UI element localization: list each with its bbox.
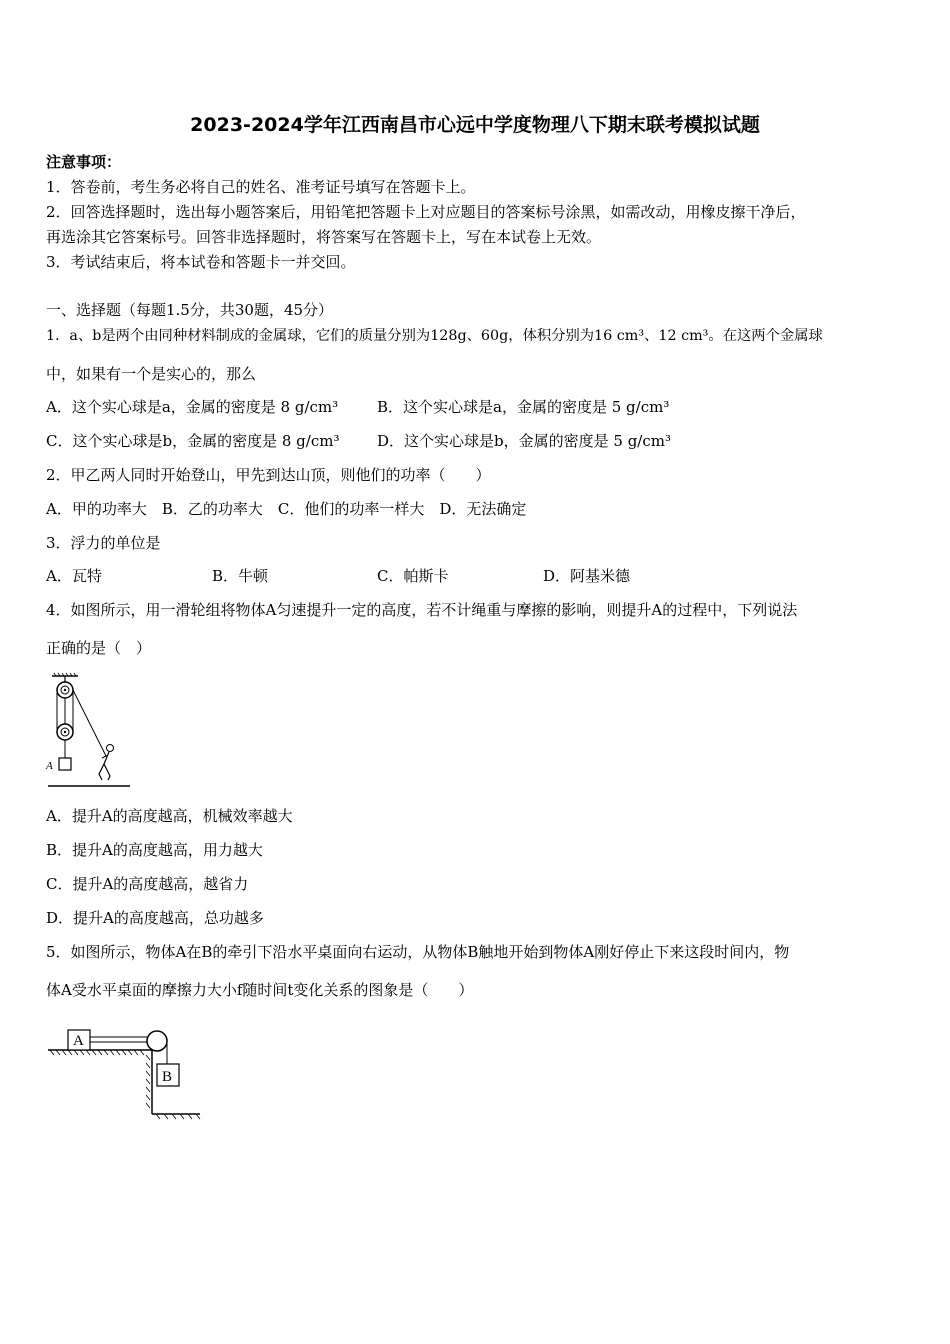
q2-stem: 2．甲乙两人同时开始登山，甲先到达山顶，则他们的功率（ ） xyxy=(46,466,491,484)
q5-stem-line2: 体A受水平桌面的摩擦力大小f随时间t变化关系的图象是（ ） xyxy=(46,981,474,999)
table-hatch xyxy=(50,1050,150,1108)
page-title: 2023-2024学年江西南昌市心远中学度物理八下期末联考模拟试题 xyxy=(190,114,760,136)
q1-option-b: B．这个实心球是a，金属的密度是 5 g/cm³ xyxy=(377,398,670,416)
q4-option-a: A．提升A的高度越高，机械效率越大 xyxy=(46,807,293,825)
notice-item: 3．考试结束后，将本试卷和答题卡一并交回。 xyxy=(46,253,356,271)
notice-item: 1．答卷前，考生务必将自己的姓名、准考证号填写在答题卡上。 xyxy=(46,178,476,196)
block-a xyxy=(59,758,71,770)
q3-option-c: C．帕斯卡 xyxy=(377,567,449,585)
q3-option-a: A．瓦特 xyxy=(46,567,102,585)
pulley-diagram xyxy=(44,672,134,792)
notice-item: 再选涂其它答案标号。回答非选择题时，将答案写在答题卡上，写在本试卷上无效。 xyxy=(46,228,602,246)
q4-stem-line2: 正确的是（ ） xyxy=(46,639,152,657)
q4-option-b: B．提升A的高度越高，用力越大 xyxy=(46,841,263,859)
q1-option-a: A．这个实心球是a，金属的密度是 8 g/cm³ xyxy=(46,398,339,416)
fig-label-b: B xyxy=(162,1069,173,1085)
pulley xyxy=(147,1031,167,1051)
q3-stem: 3．浮力的单位是 xyxy=(46,534,161,552)
q4-option-d: D．提升A的高度越高，总功越多 xyxy=(46,909,264,927)
section-heading: 一、选择题（每题1.5分，共30题，45分） xyxy=(46,301,334,319)
q3-option-d: D．阿基米德 xyxy=(543,567,631,585)
q1-option-c: C．这个实心球是b，金属的密度是 8 g/cm³ xyxy=(46,432,340,450)
q1-stem-line1: 1．a、b是两个由同种材料制成的金属球，它们的质量分别为128g、60g，体积分别为16 cm³、12 cm³。在这两个金属球 xyxy=(46,328,823,344)
q1-stem-line2: 中，如果有一个是实心的，那么 xyxy=(46,365,257,383)
q2-options: A．甲的功率大 B．乙的功率大 C．他们的功率一样大 D．无法确定 xyxy=(46,500,527,518)
q5-stem-line1: 5．如图所示，物体A在B的牵引下沿水平桌面向右运动，从物体B触地开始到物体A刚好停止下来这段时间内，物 xyxy=(46,943,790,961)
notice-heading: 注意事项： xyxy=(46,153,122,171)
notice-item: 2．回答选择题时，选出每小题答案后，用铅笔把答题卡上对应题目的答案标号涂黑，如需改动，用橡皮擦干净后， xyxy=(46,203,806,221)
fig-label-a: A xyxy=(46,760,53,772)
q4-stem-line1: 4．如图所示，用一滑轮组将物体A匀速提升一定的高度，若不计绳重与摩擦的影响，则提升A的过程中，下列说法 xyxy=(46,601,798,619)
q1-option-d: D．这个实心球是b，金属的密度是 5 g/cm³ xyxy=(377,432,672,450)
q4-option-c: C．提升A的高度越高，越省力 xyxy=(46,875,249,893)
table-pulley-diagram xyxy=(44,1022,204,1122)
fig-label-a: A xyxy=(73,1033,84,1049)
q3-option-b: B．牛顿 xyxy=(212,567,269,585)
